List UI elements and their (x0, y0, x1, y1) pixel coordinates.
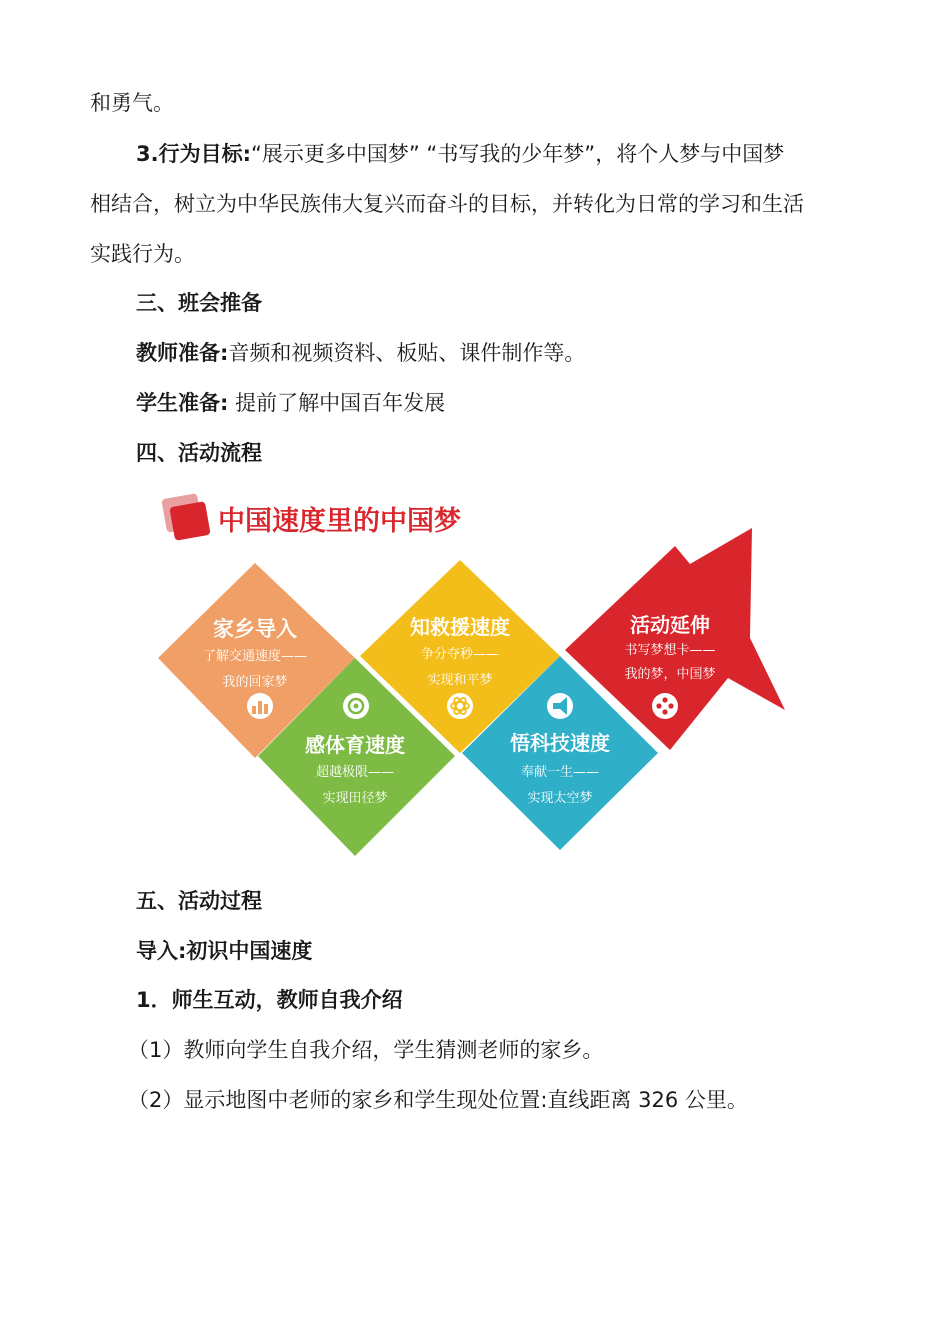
teacher-prep-line (136, 338, 585, 368)
flow-block-2-title: 感体育速度 (305, 733, 405, 757)
teacher-prep-label: 教师准备: (136, 341, 229, 365)
flow-block-1-title: 家乡导入 (213, 617, 297, 641)
flow-block-3-line1: 争分夺秒—— (420, 647, 500, 662)
flow-title: 中国速度里的中国梦 (218, 506, 461, 537)
section-heading-4: 四、活动流程 (136, 441, 262, 465)
flow-block-1-line2: 我的回家梦 (222, 675, 288, 690)
text-line-3: 相结合，树立为中华民族伟大复兴而奋斗的目标，并转化为日常的学习和生活 (90, 192, 804, 216)
student-prep-label: 学生准备: (136, 391, 229, 415)
text-line-4: 实践行为。 (90, 242, 195, 266)
flow-block-2-line2: 实现田径梦 (322, 791, 388, 806)
behavior-goal-label: 3.行为目标: (136, 142, 251, 166)
flow-block-1-line1: 了解交通速度—— (202, 649, 308, 664)
student-prep-line (136, 388, 445, 418)
behavior-goal-text: “展示更多中国梦” “书写我的少年梦”，将个人梦与中国梦 (251, 142, 785, 166)
flow-block-3-line2: 实现和平梦 (427, 673, 493, 688)
flow-block-4-title: 悟科技速度 (510, 731, 610, 755)
megaphone-icon (547, 693, 573, 719)
flow-block-4-line2: 实现太空梦 (527, 791, 593, 806)
activity-flow-diagram (150, 488, 795, 860)
chart-icon (247, 693, 273, 719)
list-item-2: （2）显示地图中老师的家乡和学生现处位置:直线距离 326 公里。 (128, 1088, 748, 1112)
teacher-prep-text: 音频和视频资料、板贴、课件制作等。 (228, 341, 586, 365)
step-1-heading: 1．师生互动，教师自我介绍 (136, 988, 403, 1012)
intro-heading: 导入:初识中国速度 (136, 939, 313, 963)
flow-title-badge (161, 493, 210, 541)
atom-icon (447, 693, 473, 719)
flow-block-3-title: 知救援速度 (410, 615, 510, 639)
target-icon (343, 693, 369, 719)
flow-block-5-line1: 书写梦想卡—— (624, 643, 716, 658)
flow-block-2-line1: 超越极限—— (315, 765, 395, 780)
section-heading-5: 五、活动过程 (136, 889, 262, 913)
film-reel-icon (652, 693, 678, 719)
text-line-1: 和勇气。 (90, 91, 174, 115)
section-heading-3: 三、班会推备 (136, 291, 262, 315)
list-item-1: （1）教师向学生自我介绍，学生猜测老师的家乡。 (128, 1038, 604, 1062)
flow-block-5-line2: 我的梦，中国梦 (624, 667, 716, 682)
flow-block-5-title: 活动延伸 (630, 613, 710, 637)
behavior-goal-line (136, 139, 784, 169)
flow-block-4-line1: 奉献一生—— (520, 765, 600, 780)
student-prep-text: 提前了解中国百年发展 (228, 391, 446, 415)
